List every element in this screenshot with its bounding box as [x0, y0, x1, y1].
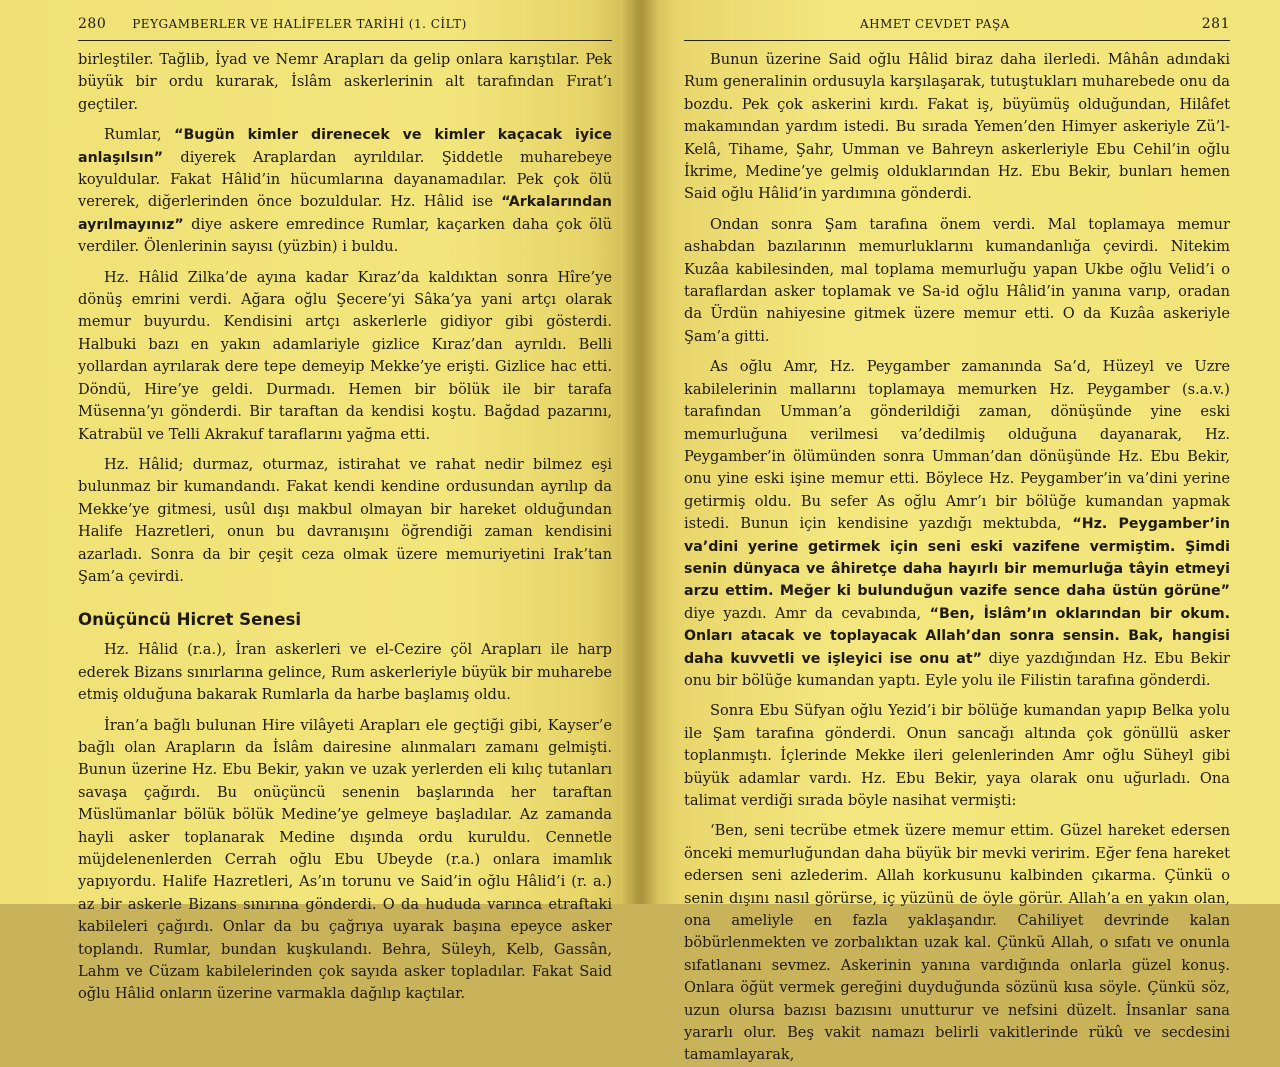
paragraph — [78, 454, 612, 588]
text-run: ‘Ben, seni tecrübe etmek üzere memur ettim. Güzel hareket edersen önceki memurluğundan daha büyük bir mevki veririm. Eğer fena hareket edersen seni azlederim. Allah korkusunu kalbinden çıkarma. Çünkü o senin dışını nasıl görürse, iç yüzünü de öyle görür. Allah’a en yakın olan, ona ameliyle en fazla yaklaşandır. Cahiliyet devrinde kalan böbürlenmekten ve zorbalıktan uzak kal. Çünkü Allah, o sıfatı ve onunla sıfatlananı sevmez. Askerinin yanına vardığında onlarla güzel konuş. Onlara öğüt vermek gereğini duyduğunda sözünü kısa söyle. Çünkü söz, uzun olursa bazısı bazısını unutturur ve nefsini düzelt. İnsanlar sana yararlı olur. Beş vakit namazı belirli vakitlerinde rükû ve secdesini tamamlayarak, — [684, 822, 1230, 1064]
paragraph — [78, 639, 612, 706]
bold-quote: “Ben, İslâm’ın oklarından bir okum. Onları atacak ve toplayacak Allah’dan sonra sensin. Bak, hangisi daha kuvvetli ve işleyici ise onu at” — [684, 605, 1231, 667]
paragraph — [684, 700, 1230, 812]
text-run: As oğlu Amr, Hz. Peygamber zamanında Sa’d, Hüzeyl ve Uzre kabilelerinin mallarını toplamaya memurken Hz. Peygamber (s.a.v.) tarafından Umman’a gönderildiği zaman, dönüşünde yine eski memurluğuna verilmesi va’dedilmiş olduğuna dayanarak, Hz. Peygamber’in ölümünden sonra Umman’dan dönüşünde Hz. Ebu Bekir, onu yine eski işine memur etti. Böylece Hz. Peygamber’in va’dini yerine getirmiş oldu. Bu sefer As oğlu Amr’ı bir bölüğe kumandan yapmak istedi. Bunun için kendisine yazdığı mektubda, — [684, 358, 1230, 533]
text-run: Hz. Hâlid; durmaz, oturmaz, istirahat ve rahat nedir bilmez eşi bulunmaz bir kumandandı. Fakat kendi kendine ordusundan ayrılıp da Mekke’ye gitmesi, usûl dışı makbul olmayan bir hareket olduğundan Halife Hazretleri, onun bu davranışını öğrendiği zaman kendisini azarladı. Sonra da bir çeşit ceza olmak üzere memuriyetini Irak’tan Şam’a çevirdi. — [78, 455, 612, 585]
bold-quote: “Hz. Peygamber’in va’dini yerine getirmek için seni eski vazifene vermiştim. Şimdi senin dünyaca ve âhiretçe daha hayırlı bir memurluğa tâyin etmeyi arzu ettim. Meğer ki bulunduğun vazife sence daha üstün görüne” — [684, 516, 1230, 600]
bold-quote: “Bugün kimler direnecek ve kimler kaçacak iyice anlaşılsın” — [78, 127, 612, 166]
paragraph — [78, 267, 612, 446]
page-number: 281 — [1201, 16, 1230, 32]
text-run: diye askere emredince Rumlar, kaçarken daha çok ölü verdiler. Ölenlerinin sayısı (yüzbin) i buldu. — [78, 215, 612, 256]
running-head: AHMET CEVDET PAŞA — [860, 17, 1010, 31]
paragraph — [78, 715, 612, 1006]
bold-quote: “Arkalarından ayrılmayınız” — [78, 194, 612, 233]
paragraph — [684, 356, 1230, 692]
paragraph — [684, 49, 1230, 206]
page-number: 280 — [78, 16, 107, 32]
text-run: Sonra Ebu Süfyan oğlu Yezid’i bir bölüğe kumandan yapıp Belka yolu ile Şam tarafına gönderdi. Onun sancağı altında çok gönüllü asker toplanmıştı. İçlerinde Mekke ileri gelenlerinden Amr oğlu Süheyl gibi büyük adamlar vardı. Hz. Ebu Bekir, yaya olarak onu uğurladı. Ona talimat verdiği sırada böyle nasihat vermişti: — [684, 702, 1230, 809]
book-gutter — [622, 0, 658, 904]
text-run: Rumlar, — [104, 126, 175, 144]
text-run: birleştiler. Tağlib, İyad ve Nemr Arapları da gelip onlara karıştılar. Pek büyük bir ordu kurarak, İslâm askerlerinin alt tarafından Fırat’ı geçtiler. — [78, 51, 612, 113]
text-run: Hz. Hâlid Zilka’de ayına kadar Kıraz’da kaldıktan sonra Hîre’ye dönüş emrini verdi. Ağara oğlu Şecere’yi Sâka’ya yani artçı olarak memur buyurdu. Kendisini artçı askerlerle gidiyor gibi gösterdi. Halbuki bazı en yakın adamlariyle gizlice Kıraz’dan ayrıldı. Belli yollardan ayrılarak dere tepe demeyip Mekke’ye erişti. Gizlice hac etti. Döndü, Hire’ye geldi. Durmadı. Hemen bir bölük ile bir tarafa Müsenna’yı gönderdi. Bir taraftan da kendisi koştu. Bağdad pazarını, Katrabül ve Telli Akrakuf taraflarını yağma etti. — [78, 268, 612, 443]
right-page — [640, 0, 1280, 1064]
text-run: diye yazdığından Hz. Ebu Bekir onu bir bölüğe kumandan yaptı. Eyle yolu ile Filistin tarafına gönderdi. — [684, 649, 1230, 689]
running-head: PEYGAMBERLER VE HALİFELER TARİHİ (1. CİLT) — [132, 17, 467, 31]
paragraph — [78, 124, 612, 258]
paragraph — [684, 214, 1230, 348]
text-run: İran’a bağlı bulunan Hire vilâyeti Arapları ele geçtiği gibi, Kayser’e bağlı olan Arapların da İslâm dairesine alınmaları zamanı gelmişti. Bunun üzerine Hz. Ebu Bekir, yakın ve uzak yerlerden eli kılıç tutanları savaşa çağırdı. Bu onüçüncü senenin başlarında her taraftan Müslümanlar bölük bölük Medine’ye gelmeye başladılar. Az zamanda hayli asker toplanarak Medine dışında ordu kuruldu. Cennetle müjdelenenlerden Cerrah oğlu Ebu Ubeyde (r.a.) onlara imamlık yapıyordu. Halife Hazretleri, As’ın torunu ve Said’in oğlu Hâlid’i (r. a.) az bir askerle Bizans sınırına gönderdi. O da hududa varınca etraftaki kabileleri çağırdı. Onlar da bu çağrıya uyarak başına epeyce asker toplandı. Rumlar, bundan kuşkulandı. Behra, Süleyh, Kelb, Gassân, Lahm ve Cüzam kabilelerinden çok sayıda asker topladılar. Fakat Said oğlu Hâlid onların üzerine varmakla dağılıp kaçtılar. — [78, 716, 612, 1003]
text-run: diye yazdı. Amr da cevabında, — [684, 604, 930, 622]
text-run: Ondan sonra Şam tarafına önem verdi. Mal toplamaya memur ashabdan bazılarının memurluklarını kumandanlığa çevirdi. Nitekim Kuzâa kabilesinden, mal toplama memurluğu yapan Ukbe oğlu Velid’i o taraflardan asker toplamak ve Sa-id oğlu Hâlid’in yanına varıp, oradan da Ürdün nahiyesine gitmek üzere memur etti. O da Kuzâa askeriyle Şam’a gitti. — [684, 215, 1230, 345]
text-run: Bunun üzerine Said oğlu Hâlid biraz daha ilerledi. Mâhân adındaki Rum generalinin ordusuyla karşılaşarak, tutuştukları muharebede onu da bozdu. Pek çok askerini kırdı. Fakat iş, büyümüş olduğundan, Hilâfet makamından yardım istedi. Bu sırada Yemen’den Himyer askeriyle Zü’l-Kelâ, Tihame, Şahr, Umman ve Bahreyn askerleriyle Ebu Cehil’in oğlu İkrime, Medine’ye gelmiş olduklarından Hz. Ebu Bekir, bunları hemen Said oğlu Hâlid’in yardımına gönderdi. — [684, 51, 1230, 203]
left-page-header — [78, 16, 612, 41]
left-page — [0, 0, 640, 1003]
text-run: diyerek Araplardan ayrıldılar. Şiddetle muharebeye koyuldular. Fakat Hâlid’in hücumlarına dayanamadılar. Pek çok ölü vererek, diğerlerinden önce bozuldular. Hz. Hâlid ise — [78, 148, 612, 211]
paragraph — [78, 49, 612, 116]
section-heading: Onüçüncü Hicret Senesi — [78, 610, 302, 630]
text-run: Hz. Hâlid (r.a.), İran askerleri ve el-Cezire çöl Arapları ile harp ederek Bizans sınırlarına gelince, Rum askerleriyle büyük bir muharebe etmiş olduğuna bakarak Rumlarla da harbe başlamış oldu. — [78, 641, 612, 704]
quote-paragraph — [684, 820, 1230, 1066]
right-page-header — [684, 16, 1230, 41]
